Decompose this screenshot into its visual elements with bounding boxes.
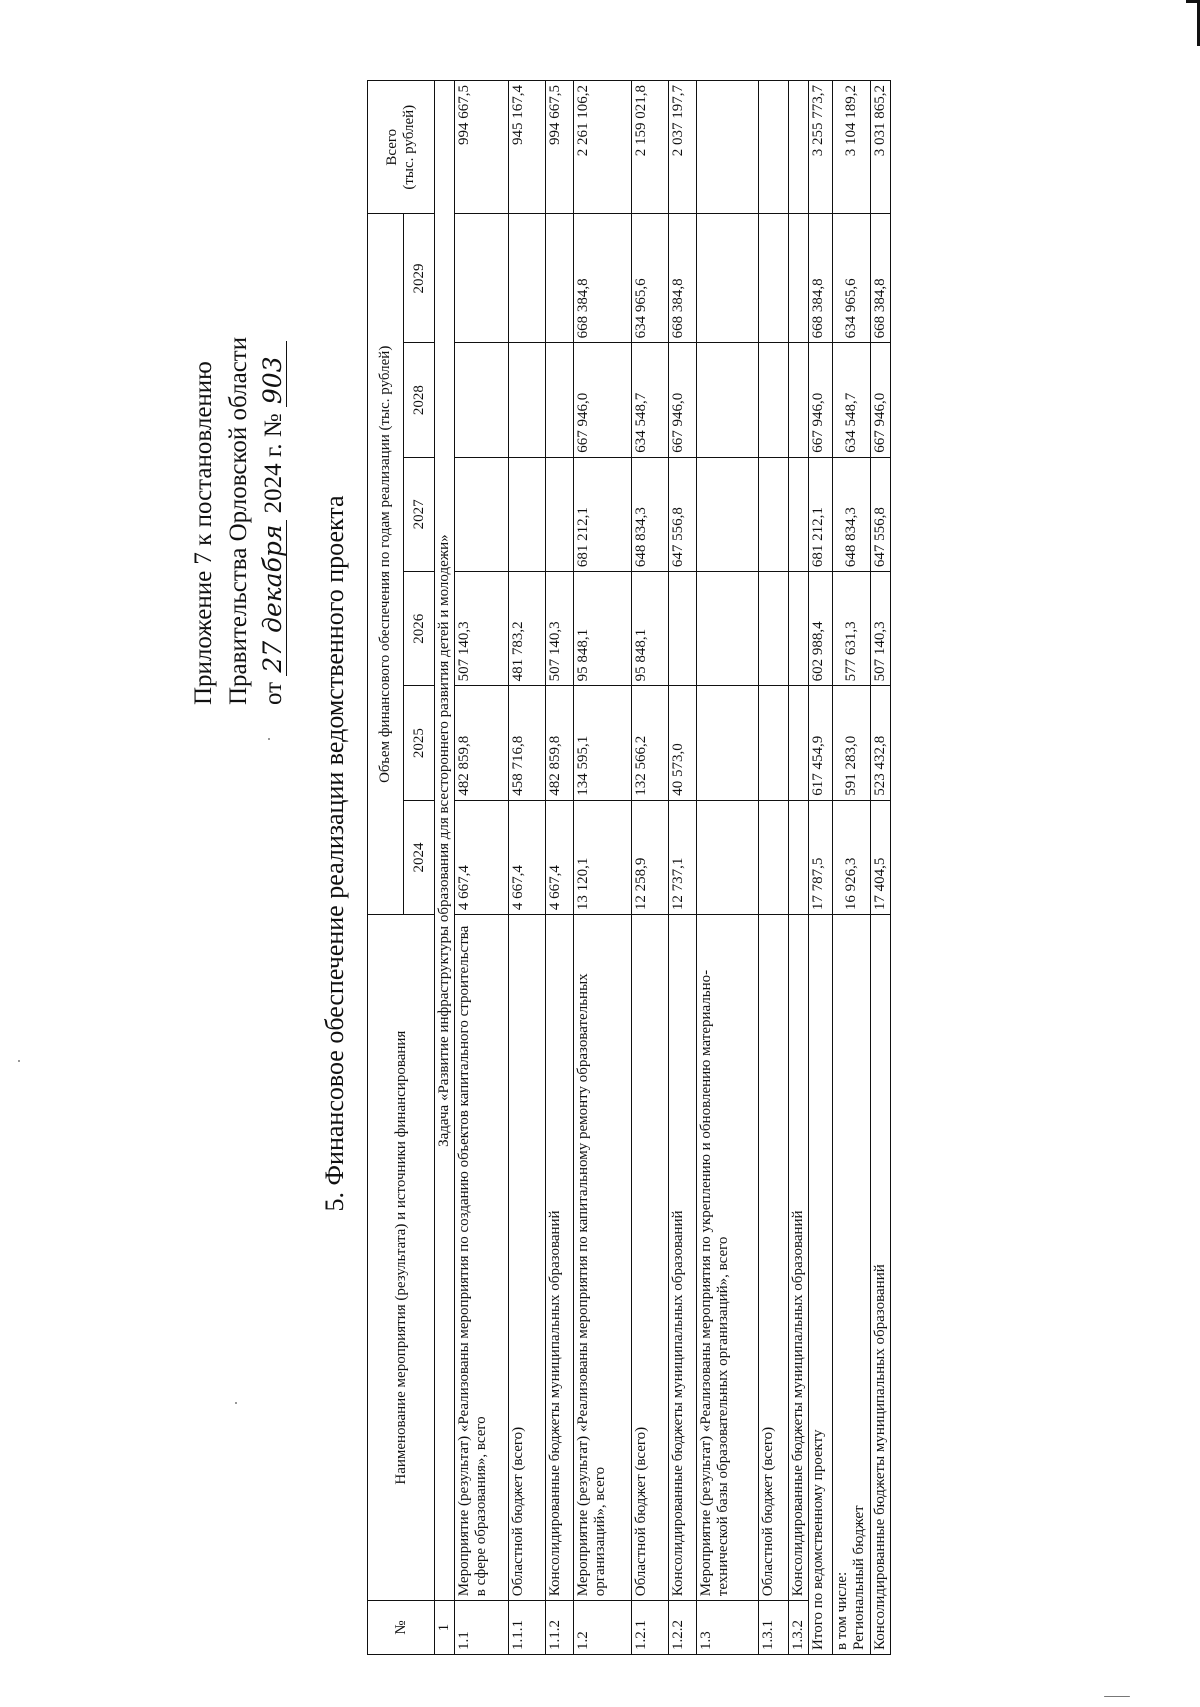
- summary-name-text: Региональный бюджет: [851, 1505, 867, 1650]
- summary-value-y2026: 577 631,3: [833, 572, 871, 686]
- header-name: Наименование мероприятия (результата) и источники финансирования: [368, 915, 435, 1601]
- row-total: [697, 81, 759, 214]
- row-value-y2027: 647 556,8: [669, 457, 697, 571]
- summary-total: 3 255 773,7: [809, 81, 833, 214]
- summary-total: 3 104 189,2: [833, 81, 871, 214]
- row-value-y2025: [759, 686, 789, 800]
- row-num: 1.1.2: [546, 1601, 574, 1655]
- summary-name-prefix: в том числе:: [834, 1571, 850, 1650]
- row-num: 1.3: [697, 1601, 759, 1655]
- summary-row: [833, 81, 871, 1655]
- summary-value-y2028: 634 548,7: [833, 343, 871, 457]
- summary-name-text: Консолидированные бюджеты муниципальных образований: [872, 1264, 888, 1650]
- row-total: 2 159 021,8: [632, 81, 669, 214]
- row-name: Областной бюджет (всего): [759, 915, 789, 1601]
- summary-value-y2025: 617 454,9: [809, 686, 833, 800]
- summary-value-y2026: 507 140,3: [871, 572, 891, 686]
- row-value-y2028: 634 548,7: [632, 343, 669, 457]
- header-year: 2024: [404, 800, 435, 914]
- appendix-line-3: [256, 105, 291, 705]
- row-value-y2025: 40 573,0: [669, 686, 697, 800]
- row-value-y2025: 134 595,1: [574, 686, 632, 800]
- row-value-y2024: [789, 800, 809, 914]
- row-value-y2029: [697, 214, 759, 343]
- summary-value-y2024: 16 926,3: [833, 800, 871, 914]
- row-value-y2028: [759, 343, 789, 457]
- appendix-line-1: Приложение 7 к постановлению: [190, 361, 217, 705]
- row-value-y2026: [669, 572, 697, 686]
- row-value-y2026: [697, 572, 759, 686]
- row-name: Мероприятие (результат) «Реализованы мероприятия по капитальному ремонту образовательных организаций», всего: [574, 915, 632, 1601]
- summary-row: [809, 81, 833, 1655]
- row-num: 1.3.1: [759, 1601, 789, 1655]
- summary-value-y2027: 648 834,3: [833, 457, 871, 571]
- summary-name: [871, 915, 891, 1655]
- row-value-y2026: [789, 572, 809, 686]
- row-name: Областной бюджет (всего): [632, 915, 669, 1601]
- document-title: 5. Финансовое обеспечение реализации ведомственного проекта: [320, 495, 349, 1212]
- row-num: 1.2: [574, 1601, 632, 1655]
- row-value-y2027: [509, 457, 546, 571]
- summary-value-y2029: 668 384,8: [871, 214, 891, 343]
- row-value-y2025: 482 859,8: [546, 686, 574, 800]
- row-num: 1.2.2: [669, 1601, 697, 1655]
- summary-value-y2024: 17 404,5: [871, 800, 891, 914]
- row-total: 945 167,4: [509, 81, 546, 214]
- summary-row: [871, 81, 891, 1655]
- row-num: 1.3.2: [789, 1601, 809, 1655]
- row-value-y2029: 668 384,8: [669, 214, 697, 343]
- row-num: 1.1.1: [509, 1601, 546, 1655]
- summary-value-y2029: 634 965,6: [833, 214, 871, 343]
- summary-value-y2029: 668 384,8: [809, 214, 833, 343]
- summary-value-y2027: 647 556,8: [871, 457, 891, 571]
- row-value-y2029: 634 965,6: [632, 214, 669, 343]
- row-value-y2028: 667 946,0: [669, 343, 697, 457]
- row-value-y2028: [455, 343, 509, 457]
- appendix-date-handwritten: 27 декабря: [260, 520, 287, 676]
- header-year: 2029: [404, 214, 435, 343]
- row-value-y2024: [759, 800, 789, 914]
- row-value-y2027: [546, 457, 574, 571]
- row-value-y2026: 95 848,1: [574, 572, 632, 686]
- row-name: Консолидированные бюджеты муниципальных образований: [546, 915, 574, 1601]
- row-value-y2028: [697, 343, 759, 457]
- row-value-y2029: [509, 214, 546, 343]
- row-name: Консолидированные бюджеты муниципальных образований: [669, 915, 697, 1601]
- row-value-y2024: 12 737,1: [669, 800, 697, 914]
- row-name: Мероприятие (результат) «Реализованы мероприятия по созданию объектов капитального строительства в сфере образования», всего: [455, 915, 509, 1601]
- row-value-y2029: [546, 214, 574, 343]
- summary-value-y2025: 523 432,8: [871, 686, 891, 800]
- row-value-y2029: [759, 214, 789, 343]
- summary-name: [833, 915, 871, 1655]
- row-value-y2027: 648 834,3: [632, 457, 669, 571]
- table-row: [546, 81, 574, 1655]
- row-value-y2026: [759, 572, 789, 686]
- appendix-number-handwritten: 903: [260, 341, 287, 407]
- table-row: [509, 81, 546, 1655]
- row-value-y2028: [509, 343, 546, 457]
- row-value-y2025: [697, 686, 759, 800]
- summary-value-y2027: 681 212,1: [809, 457, 833, 571]
- header-total: [368, 81, 435, 214]
- row-value-y2026: 95 848,1: [632, 572, 669, 686]
- row-value-y2026: 507 140,3: [546, 572, 574, 686]
- table-row: [759, 81, 789, 1655]
- appendix-header: [186, 105, 291, 705]
- index-cell: 1: [435, 1601, 455, 1655]
- row-value-y2025: 482 859,8: [455, 686, 509, 800]
- table-row: [574, 81, 632, 1655]
- row-value-y2024: 4 667,4: [509, 800, 546, 914]
- row-name: Областной бюджет (всего): [509, 915, 546, 1601]
- header-year: 2028: [404, 343, 435, 457]
- row-value-y2029: 668 384,8: [574, 214, 632, 343]
- row-total: 994 667,5: [455, 81, 509, 214]
- row-name: Мероприятие (результат) «Реализованы мероприятия по укреплению и обновлению материально-технической базы образовательных организаций», всего: [697, 915, 759, 1601]
- row-value-y2029: [789, 214, 809, 343]
- table-row: [632, 81, 669, 1655]
- table-row: [789, 81, 809, 1655]
- row-num: 1.1: [455, 1601, 509, 1655]
- appendix-line-2: Правительства Орловской области: [225, 336, 252, 705]
- row-value-y2025: 132 566,2: [632, 686, 669, 800]
- header-total-label: Всего: [384, 128, 400, 166]
- row-value-y2026: 481 783,2: [509, 572, 546, 686]
- header-num: №: [368, 1601, 435, 1655]
- table-row: [697, 81, 759, 1655]
- summary-name-text: Итого по ведомственному проекту: [810, 1429, 826, 1650]
- row-value-y2027: [789, 457, 809, 571]
- row-value-y2027: [697, 457, 759, 571]
- summary-value-y2025: 591 283,0: [833, 686, 871, 800]
- row-value-y2028: [546, 343, 574, 457]
- header-year: 2027: [404, 457, 435, 571]
- row-value-y2024: 13 120,1: [574, 800, 632, 914]
- row-value-y2027: 681 212,1: [574, 457, 632, 571]
- appendix-date-prefix: от: [260, 681, 287, 705]
- row-value-y2026: 507 140,3: [455, 572, 509, 686]
- row-value-y2025: 458 716,8: [509, 686, 546, 800]
- header-year: 2025: [404, 686, 435, 800]
- row-total: 2 037 197,7: [669, 81, 697, 214]
- summary-name: [809, 915, 833, 1655]
- financing-table: [367, 80, 891, 1655]
- header-volume: Объем финансового обеспечения по годам реализации (тыс. рублей): [368, 214, 404, 915]
- row-num: 1.2.1: [632, 1601, 669, 1655]
- row-value-y2027: [759, 457, 789, 571]
- summary-value-y2028: 667 946,0: [809, 343, 833, 457]
- summary-value-y2028: 667 946,0: [871, 343, 891, 457]
- row-value-y2028: [789, 343, 809, 457]
- summary-value-y2026: 602 988,4: [809, 572, 833, 686]
- summary-value-y2024: 17 787,5: [809, 800, 833, 914]
- row-total: 994 667,5: [546, 81, 574, 214]
- table-row: [669, 81, 697, 1655]
- row-total: [759, 81, 789, 214]
- row-value-y2028: 667 946,0: [574, 343, 632, 457]
- row-total: 2 261 106,2: [574, 81, 632, 214]
- row-value-y2025: [789, 686, 809, 800]
- row-value-y2029: [455, 214, 509, 343]
- header-year: 2026: [404, 572, 435, 686]
- row-value-y2024: 12 258,9: [632, 800, 669, 914]
- row-value-y2024: [697, 800, 759, 914]
- table-row: [455, 81, 509, 1655]
- row-total: [789, 81, 809, 214]
- header-total-unit: (тыс. рублей): [401, 104, 417, 190]
- task-row: Задача «Развитие инфраструктуры образования для всестороннего развития детей и молодежи»: [435, 81, 455, 1601]
- row-name: Консолидированные бюджеты муниципальных образований: [789, 915, 809, 1601]
- row-value-y2027: [455, 457, 509, 571]
- appendix-year: 2024 г. №: [260, 413, 287, 514]
- row-value-y2024: 4 667,4: [455, 800, 509, 914]
- summary-total: 3 031 865,2: [871, 81, 891, 214]
- row-value-y2024: 4 667,4: [546, 800, 574, 914]
